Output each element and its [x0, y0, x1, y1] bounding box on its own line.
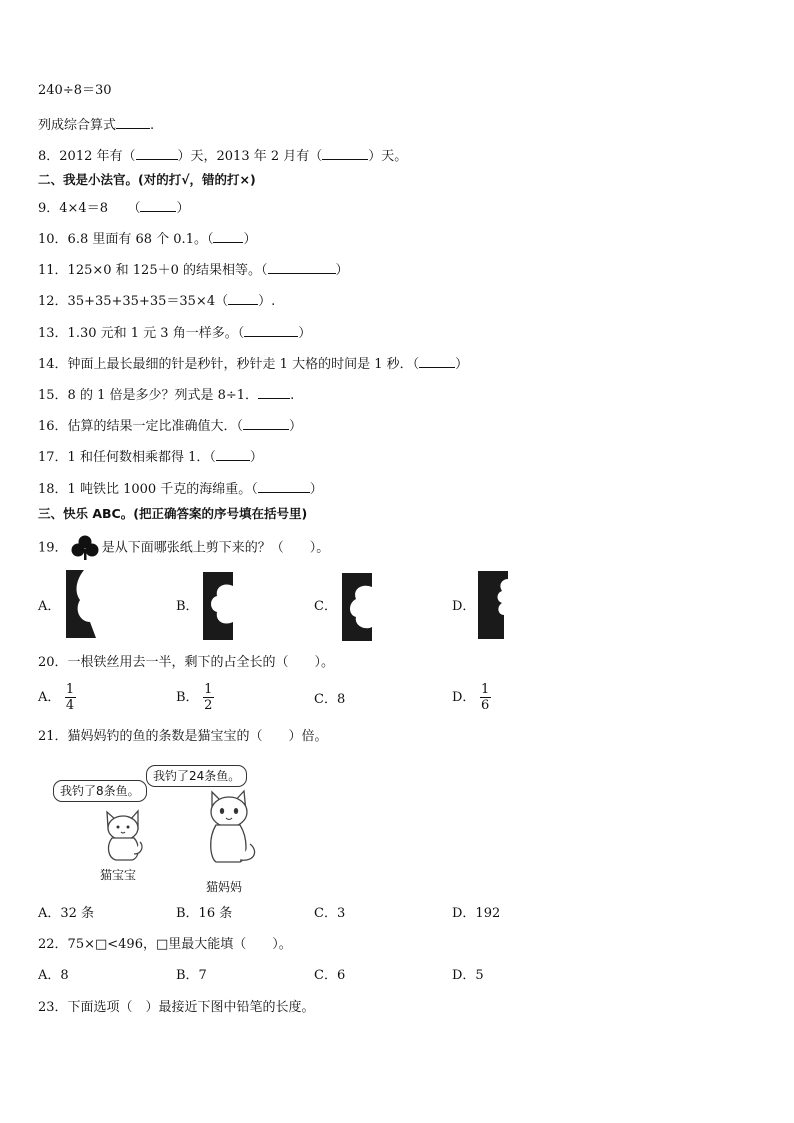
- judge-item-text: 10．6.8 里面有 68 个 0.1。（: [38, 232, 214, 247]
- clover-icon: [70, 535, 100, 561]
- q19-text: 是从下面哪张纸上剪下来的？（ ）。: [101, 540, 330, 556]
- q19-option-d[interactable]: [452, 598, 475, 616]
- combined-prompt-end: .: [150, 118, 155, 133]
- q22-option-a[interactable]: A．8: [38, 968, 69, 983]
- question-8: [38, 146, 407, 166]
- q19-option-a[interactable]: [38, 598, 60, 616]
- combined-prompt-text: 列成综合算式: [38, 118, 117, 133]
- section-3-heading: 三、快乐 ABC。(把正确答案的序号填在括号里): [38, 506, 308, 521]
- judge-item: [38, 479, 323, 499]
- mom-cat-illustration: [200, 788, 258, 870]
- answer-blank[interactable]: [116, 115, 150, 129]
- judge-item-end: ）: [289, 419, 303, 434]
- fraction: [203, 682, 214, 713]
- judge-item-end: ）: [249, 450, 263, 465]
- option-label: D．: [452, 690, 476, 705]
- q21-option-d[interactable]: D．192: [452, 906, 501, 921]
- judge-item: [38, 385, 294, 405]
- q19-option-b[interactable]: [176, 598, 199, 616]
- judge-item-text: 11．125×0 和 125＋0 的结果相等。（: [38, 263, 268, 278]
- judge-item-text: 14．钟面上最长最细的针是秒针，秒针走 1 大格的时间是 1 秒．（: [38, 357, 420, 372]
- q8-text-b: ）天，2013 年 2 月有（: [177, 149, 323, 164]
- judge-item-end: ）: [243, 232, 257, 247]
- q20-option-a[interactable]: [38, 682, 76, 713]
- fraction: [65, 682, 76, 713]
- judge-item-end: ）: [455, 357, 469, 372]
- judge-item: [38, 229, 256, 249]
- mom-cat-label: 猫妈妈: [206, 880, 243, 894]
- fraction: [480, 682, 491, 713]
- option-label: D．: [452, 599, 476, 614]
- judge-item: [38, 291, 275, 311]
- q21-option-c[interactable]: C．3: [314, 906, 346, 921]
- judge-item: [38, 447, 263, 467]
- q20-option-c[interactable]: [314, 691, 345, 709]
- answer-blank[interactable]: [213, 229, 243, 243]
- q19-option-c[interactable]: [314, 598, 337, 616]
- section-2-heading: 二、我是小法官。(对的打√，错的打×): [38, 172, 256, 187]
- answer-blank[interactable]: [140, 198, 176, 212]
- judge-item-end: ）: [176, 201, 190, 216]
- q21-option-b[interactable]: B．16 条: [176, 906, 233, 921]
- question-21: 21．猫妈妈钓的鱼的条数是猫宝宝的（ ）倍。: [38, 729, 328, 744]
- baby-cat-illustration: [98, 806, 148, 862]
- judge-item-text: 17．1 和任何数相乘都得 1．（: [38, 450, 216, 465]
- answer-blank[interactable]: [258, 479, 310, 493]
- answer-blank[interactable]: [244, 323, 298, 337]
- question-22: 22．75×□<496，□里最大能填（ ）。: [38, 937, 292, 952]
- option-value: 8: [336, 692, 346, 707]
- judge-item-text: 15．8 的 1 倍是多少？列式是 8÷1．: [38, 388, 259, 403]
- option-label: B．: [176, 599, 199, 614]
- q21-option-a[interactable]: A．32 条: [38, 906, 95, 921]
- numerator: 1: [204, 682, 213, 697]
- answer-blank[interactable]: [419, 354, 455, 368]
- q8-text-a: 8．2012 年有（: [38, 149, 136, 164]
- denominator: 4: [65, 698, 75, 713]
- baby-cat-speech-bubble: 我钓了8条鱼。: [53, 780, 147, 802]
- judge-item-end: ）.: [258, 294, 276, 309]
- judge-item-text: 12．35+35+35+35＝35×4（: [38, 294, 229, 309]
- numerator: 1: [65, 682, 75, 697]
- answer-blank[interactable]: [322, 146, 368, 160]
- q19-number: 19．: [38, 540, 68, 556]
- judge-item: [38, 198, 190, 218]
- answer-blank[interactable]: [228, 291, 258, 305]
- answer-blank[interactable]: [216, 447, 250, 461]
- numerator: 1: [480, 682, 490, 697]
- judge-item-text: 16．估算的结果一定比准确值大．（: [38, 419, 244, 434]
- judge-item: [38, 354, 468, 374]
- cut-paper-c-image: [342, 573, 376, 641]
- intro-equation: 240÷8＝30: [38, 83, 112, 98]
- q22-option-c[interactable]: C．6: [314, 968, 346, 983]
- cut-paper-b-image: [203, 572, 239, 640]
- q20-option-b[interactable]: [176, 682, 214, 713]
- q20-option-d[interactable]: [452, 682, 491, 713]
- answer-blank[interactable]: [243, 416, 289, 430]
- judge-item: [38, 260, 349, 280]
- option-label: C．: [314, 692, 337, 707]
- baby-cat-label: 猫宝宝: [100, 868, 137, 882]
- option-label: C．: [314, 599, 337, 614]
- judge-item-text: 9．4×4＝8 （: [38, 201, 141, 216]
- option-label: A．: [38, 599, 61, 614]
- q8-text-c: ）天。: [368, 149, 408, 164]
- judge-item-end: ）: [335, 263, 349, 278]
- judge-item-end: ）: [298, 326, 312, 341]
- q22-option-d[interactable]: D．5: [452, 968, 484, 983]
- denominator: 6: [480, 698, 490, 713]
- answer-blank[interactable]: [136, 146, 178, 160]
- judge-item-end: .: [290, 388, 295, 403]
- q22-option-b[interactable]: B．7: [176, 968, 207, 983]
- judge-item: [38, 323, 311, 343]
- option-label: A．: [38, 690, 61, 705]
- judge-item-text: 18．1 吨铁比 1000 千克的海绵重。（: [38, 482, 258, 497]
- answer-blank[interactable]: [268, 260, 336, 274]
- judge-item: [38, 416, 302, 436]
- cut-paper-d-image: [478, 571, 512, 639]
- question-20: 20．一根铁丝用去一半，剩下的占全长的（ ）。: [38, 655, 335, 670]
- question-23: 23．下面选项（ ）最接近下图中铅笔的长度。: [38, 1000, 315, 1015]
- judge-item-text: 13．1.30 元和 1 元 3 角一样多。（: [38, 326, 245, 341]
- judge-item-end: ）: [309, 482, 323, 497]
- combined-expression-prompt: [38, 115, 154, 135]
- question-19: [38, 535, 329, 561]
- mom-cat-speech-bubble: 我钓了24条鱼。: [146, 765, 247, 787]
- answer-blank[interactable]: [258, 385, 290, 399]
- cut-paper-a-image: [66, 570, 100, 638]
- denominator: 2: [204, 698, 213, 713]
- option-label: B．: [176, 690, 199, 705]
